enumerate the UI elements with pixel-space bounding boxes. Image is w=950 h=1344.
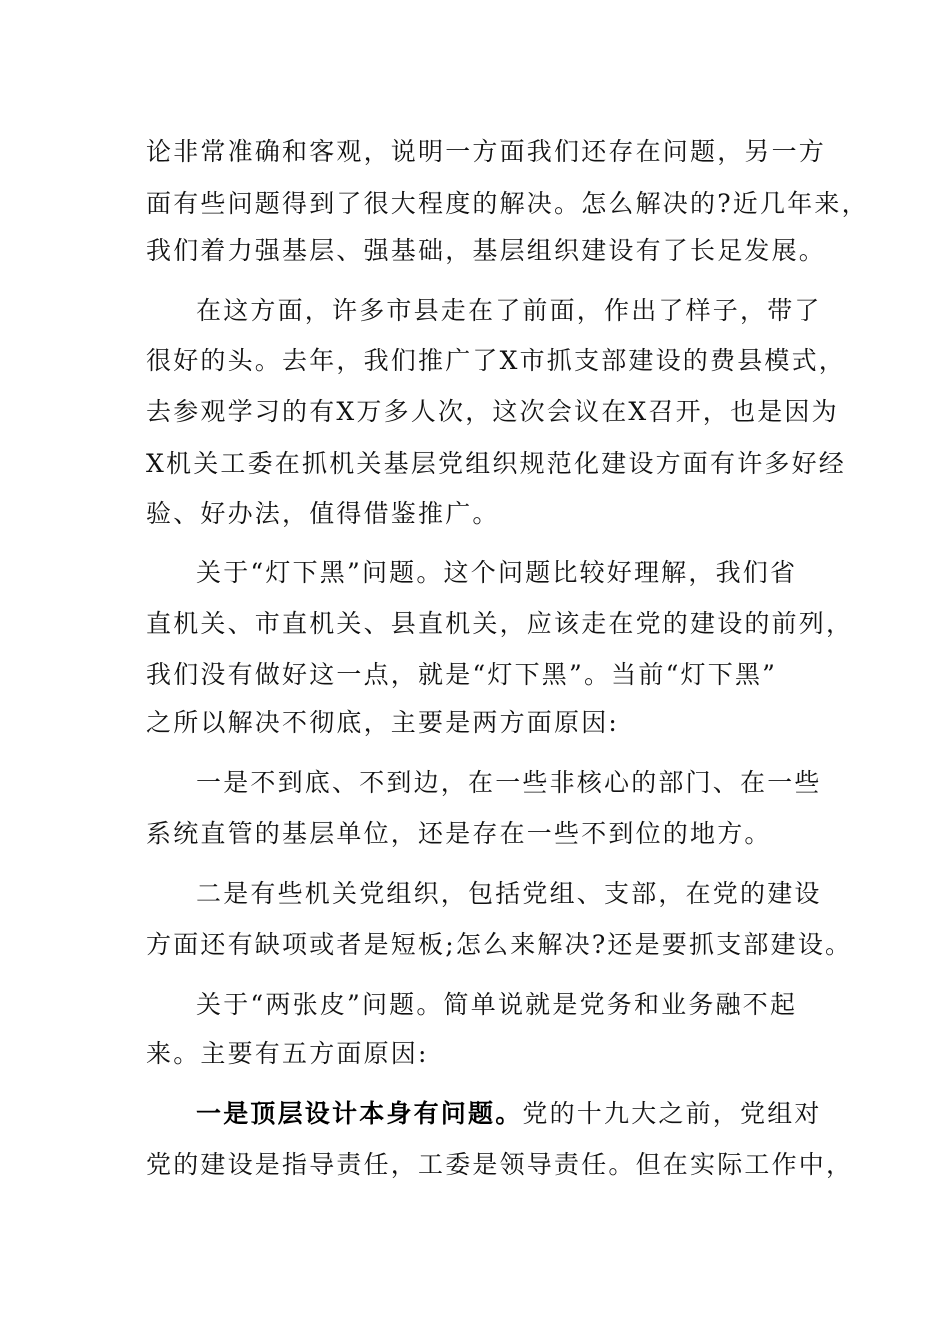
text-line: 直机关、市直机关、县直机关，应该走在党的建设的前列， (146, 609, 854, 638)
text-run: 党的十九大之前，党组对 (522, 1099, 822, 1128)
text-line: 很好的头。去年，我们推广了X市抓支部建设的费县模式， (146, 346, 847, 375)
text-line: 去参观学习的有X万多人次，这次会议在X召开，也是因为 (146, 397, 839, 426)
text-line: 论非常准确和客观，说明一方面我们还存在问题，另一方 (146, 137, 827, 166)
bold-lead-phrase: 一是顶层设计本身有问题。 (196, 1099, 523, 1128)
paragraph-first-line: 一是不到底、不到边，在一些非核心的部门、在一些 (196, 768, 822, 797)
paragraph-first-line (196, 1097, 822, 1131)
text-line: X机关工委在抓机关基层党组织规范化建设方面有许多好经 (146, 449, 847, 478)
paragraph-first-line: 二是有些机关党组织，包括党组、支部，在党的建设 (196, 879, 822, 908)
paragraph-first-line: 在这方面，许多市县走在了前面，作出了样子，带了 (196, 296, 822, 325)
paragraph-first-line: 关于“两张皮”问题。简单说就是党务和业务融不起 (196, 990, 798, 1019)
text-line: 党的建设是指导责任，工委是领导责任。但在实际工作中， (146, 1150, 854, 1179)
text-line: 来。主要有五方面原因: (146, 1039, 429, 1068)
text-line: 我们没有做好这一点，就是“灯下黑”。当前“灯下黑” (146, 660, 778, 689)
text-line: 我们着力强基层、强基础，基层组织建设有了长足发展。 (146, 236, 827, 265)
text-line: 之所以解决不彻底，主要是两方面原因: (146, 708, 620, 737)
text-line: 验、好办法，值得借鉴推广。 (146, 499, 500, 528)
paragraph-first-line: 关于“灯下黑”问题。这个问题比较好理解，我们省 (196, 558, 798, 587)
text-line: 系统直管的基层单位，还是存在一些不到位的地方。 (146, 819, 772, 848)
text-line: 方面还有缺项或者是短板;怎么来解决?还是要抓支部建设。 (146, 930, 853, 959)
text-line: 面有些问题得到了很大程度的解决。怎么解决的?近几年来， (146, 189, 869, 218)
